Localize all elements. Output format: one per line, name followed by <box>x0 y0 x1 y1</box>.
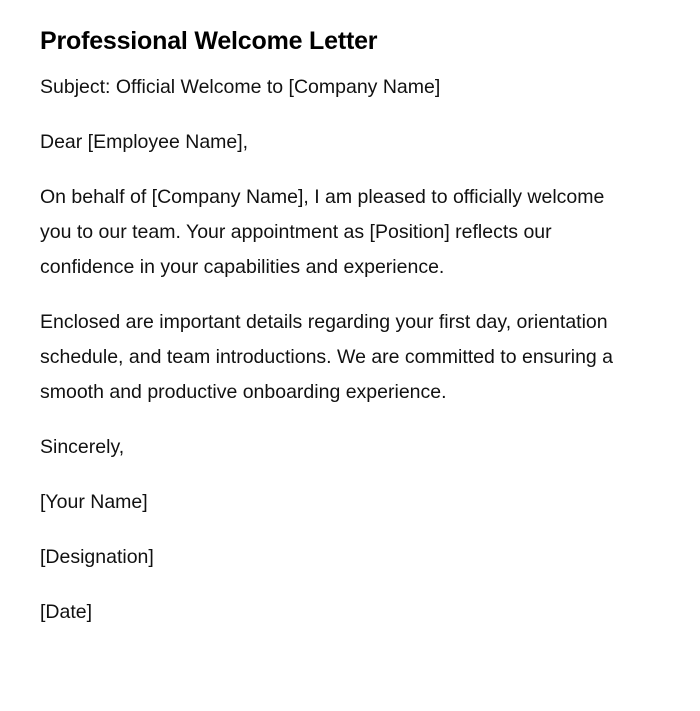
salutation: Dear [Employee Name], <box>40 131 249 153</box>
signature-name: [Your Name] <box>40 491 148 513</box>
signature-date: [Date] <box>40 601 93 623</box>
signature-designation: [Designation] <box>40 546 154 568</box>
closing: Sincerely, <box>40 436 125 458</box>
body-paragraph-2: Enclosed are important details regarding your first day, orientation schedule, and team introductions. We are committed to ensuring a smooth and productive onboarding experience. <box>40 311 614 403</box>
letter-document <box>40 24 630 650</box>
body-paragraph-1: On behalf of [Company Name], I am pleased to officially welcome you to our team. Your appointment as [Position] reflects our confidence in your capabilities and experience. <box>40 186 605 278</box>
letter-title: Professional Welcome Letter <box>40 27 378 55</box>
subject-line: Subject: Official Welcome to [Company Name] <box>40 76 441 98</box>
